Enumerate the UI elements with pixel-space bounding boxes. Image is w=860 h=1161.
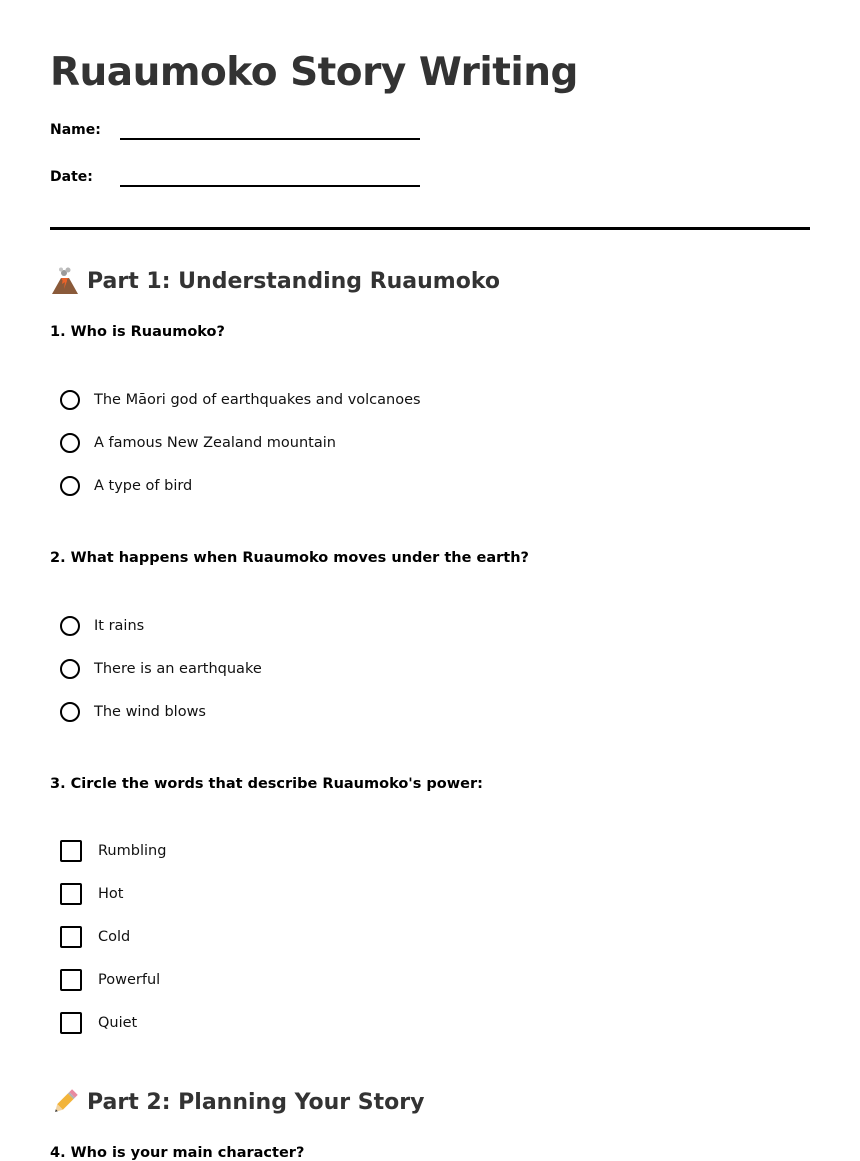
q1-option-2[interactable] (60, 430, 336, 456)
pencil-icon (50, 1087, 80, 1117)
q3-option-1[interactable] (60, 838, 166, 864)
page-title: Ruaumoko Story Writing (50, 50, 578, 95)
radio-button[interactable] (60, 616, 80, 636)
checkbox[interactable] (60, 840, 82, 862)
q3-option-2[interactable] (60, 881, 123, 907)
option-label: A famous New Zealand mountain (94, 435, 336, 451)
option-label: Quiet (98, 1015, 138, 1031)
option-label: Hot (98, 886, 124, 902)
radio-button[interactable] (60, 659, 80, 679)
date-field[interactable] (120, 185, 420, 187)
section-heading-part1 (50, 266, 500, 296)
option-label: The wind blows (94, 704, 206, 720)
date-label: Date: (50, 169, 93, 185)
q2-option-3[interactable] (60, 699, 206, 725)
name-field-row (50, 122, 450, 152)
checkbox[interactable] (60, 926, 82, 948)
header-divider (50, 227, 810, 230)
radio-button[interactable] (60, 390, 80, 410)
question-4: 4. Who is your main character? (50, 1145, 305, 1161)
question-2: 2. What happens when Ruaumoko moves under the earth? (50, 550, 529, 566)
q1-option-3[interactable] (60, 473, 192, 499)
radio-button[interactable] (60, 702, 80, 722)
section-heading-part2 (50, 1087, 424, 1117)
checkbox[interactable] (60, 1012, 82, 1034)
q3-option-3[interactable] (60, 924, 130, 950)
checkbox[interactable] (60, 883, 82, 905)
date-field-row (50, 169, 450, 199)
option-label: Powerful (98, 972, 161, 988)
q2-option-2[interactable] (60, 656, 262, 682)
q2-option-1[interactable] (60, 613, 144, 639)
question-1: 1. Who is Ruaumoko? (50, 324, 225, 340)
option-label: Rumbling (98, 843, 167, 859)
option-label: Cold (98, 929, 131, 945)
question-3: 3. Circle the words that describe Ruaumoko's power: (50, 776, 483, 792)
section-title-part1: Part 1: Understanding Ruaumoko (87, 268, 500, 294)
name-label: Name: (50, 122, 101, 138)
q3-option-4[interactable] (60, 967, 160, 993)
radio-button[interactable] (60, 476, 80, 496)
q1-option-1[interactable] (60, 387, 421, 413)
option-label: A type of bird (94, 478, 193, 494)
option-label: The Māori god of earthquakes and volcanoes (94, 392, 421, 408)
option-label: It rains (94, 618, 145, 634)
name-field[interactable] (120, 138, 420, 140)
volcano-icon (50, 266, 80, 296)
section-title-part2: Part 2: Planning Your Story (87, 1089, 425, 1115)
q3-option-5[interactable] (60, 1010, 137, 1036)
radio-button[interactable] (60, 433, 80, 453)
option-label: There is an earthquake (94, 661, 262, 677)
checkbox[interactable] (60, 969, 82, 991)
